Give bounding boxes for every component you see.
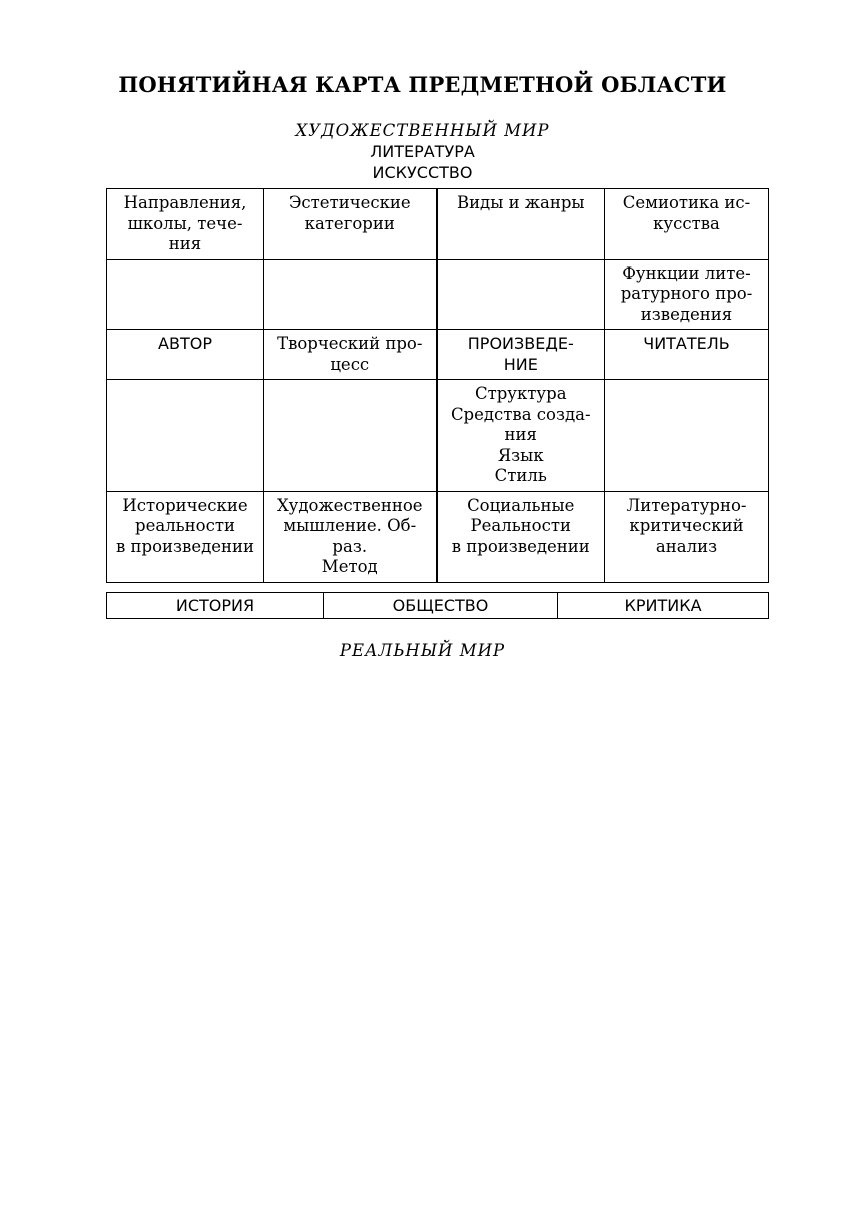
cell-line: ния [168,234,202,253]
cell-artistic-thinking [264,491,437,582]
cell-creative-process [264,330,437,380]
cell-empty [437,259,605,330]
cell-work [437,330,605,380]
cell-kinds-genres [437,189,605,260]
cell-line: Функции лите- [622,263,751,283]
cell-line: Средства созда- [450,404,591,424]
cell-line: Литературно- [626,495,747,515]
cell-line: Виды и жанры [456,193,585,212]
cell-line: школы, тече- [127,213,243,233]
cell-line: реальности [135,516,235,535]
cell-empty [107,259,264,330]
cell-line: анализ [655,536,718,556]
table-row [107,189,769,260]
table-row [107,330,769,380]
cell-line: изведения [640,304,733,324]
cell-directions-schools [107,189,264,260]
cell-line: Исторические [122,495,248,515]
cell-history: ИСТОРИЯ [107,593,324,619]
table-row [107,259,769,330]
cell-line: мышление. Об- [283,516,417,535]
cell-line: в произведении [116,536,254,556]
cell-author [107,330,264,380]
subtitle-block [0,120,845,183]
cell-line: Структура [474,384,567,403]
concept-map-table [106,188,769,583]
table-row [107,593,769,619]
table-row [107,380,769,492]
subtitle-art: ИСКУССТВО [372,163,473,182]
cell-line: Реальности [470,516,571,535]
cell-empty [605,380,769,492]
cell-line: Семиотика ис- [622,193,751,212]
cell-line: критический [629,516,744,535]
cell-criticism: КРИТИКА [558,593,769,619]
cell-line: раз. [332,536,368,556]
subtitle-literature: ЛИТЕРАТУРА [370,142,475,161]
cell-line: Эстетические [288,193,411,212]
cell-empty [107,380,264,492]
cell-semiotics [605,189,769,260]
cell-work-functions [605,259,769,330]
cell-line: ЧИТАТЕЛЬ [643,334,730,353]
cell-society: ОБЩЕСТВО [324,593,558,619]
page-title: ПОНЯТИЙНАЯ КАРТА ПРЕДМЕТНОЙ ОБЛАСТИ [118,72,727,97]
cell-line: кусства [653,213,720,233]
cell-line: Направления, [123,193,247,212]
cell-line: Художественное [276,495,423,515]
cell-historical-reality [107,491,264,582]
cell-line: Творческий про- [277,334,423,353]
cell-line: Метод [321,557,378,576]
cell-line: ратурного про- [620,284,753,303]
cell-line: АВТОР [158,334,212,353]
cell-aesthetic-categories [264,189,437,260]
cell-line: ПРОИЗВЕДЕ- [467,334,574,353]
cell-social-reality [437,491,605,582]
cell-reader [605,330,769,380]
cell-line: цесс [330,354,370,374]
cell-line: НИЕ [503,354,538,374]
cell-structure [437,380,605,492]
subtitle-art-world: ХУДОЖЕСТВЕННЫЙ МИР [295,121,550,140]
cell-line: ния [504,425,537,444]
cell-line: Стиль [494,466,547,485]
cell-line: Социальные [467,495,575,515]
cell-empty [264,259,437,330]
cell-empty [264,380,437,492]
real-world-caption: РЕАЛЬНЫЙ МИР [339,641,506,660]
cell-line: в произведении [451,536,590,556]
cell-line: категории [304,213,395,233]
real-world-table [106,592,769,619]
cell-line: Язык [497,445,544,465]
cell-literary-criticism [605,491,769,582]
table-row [107,491,769,582]
